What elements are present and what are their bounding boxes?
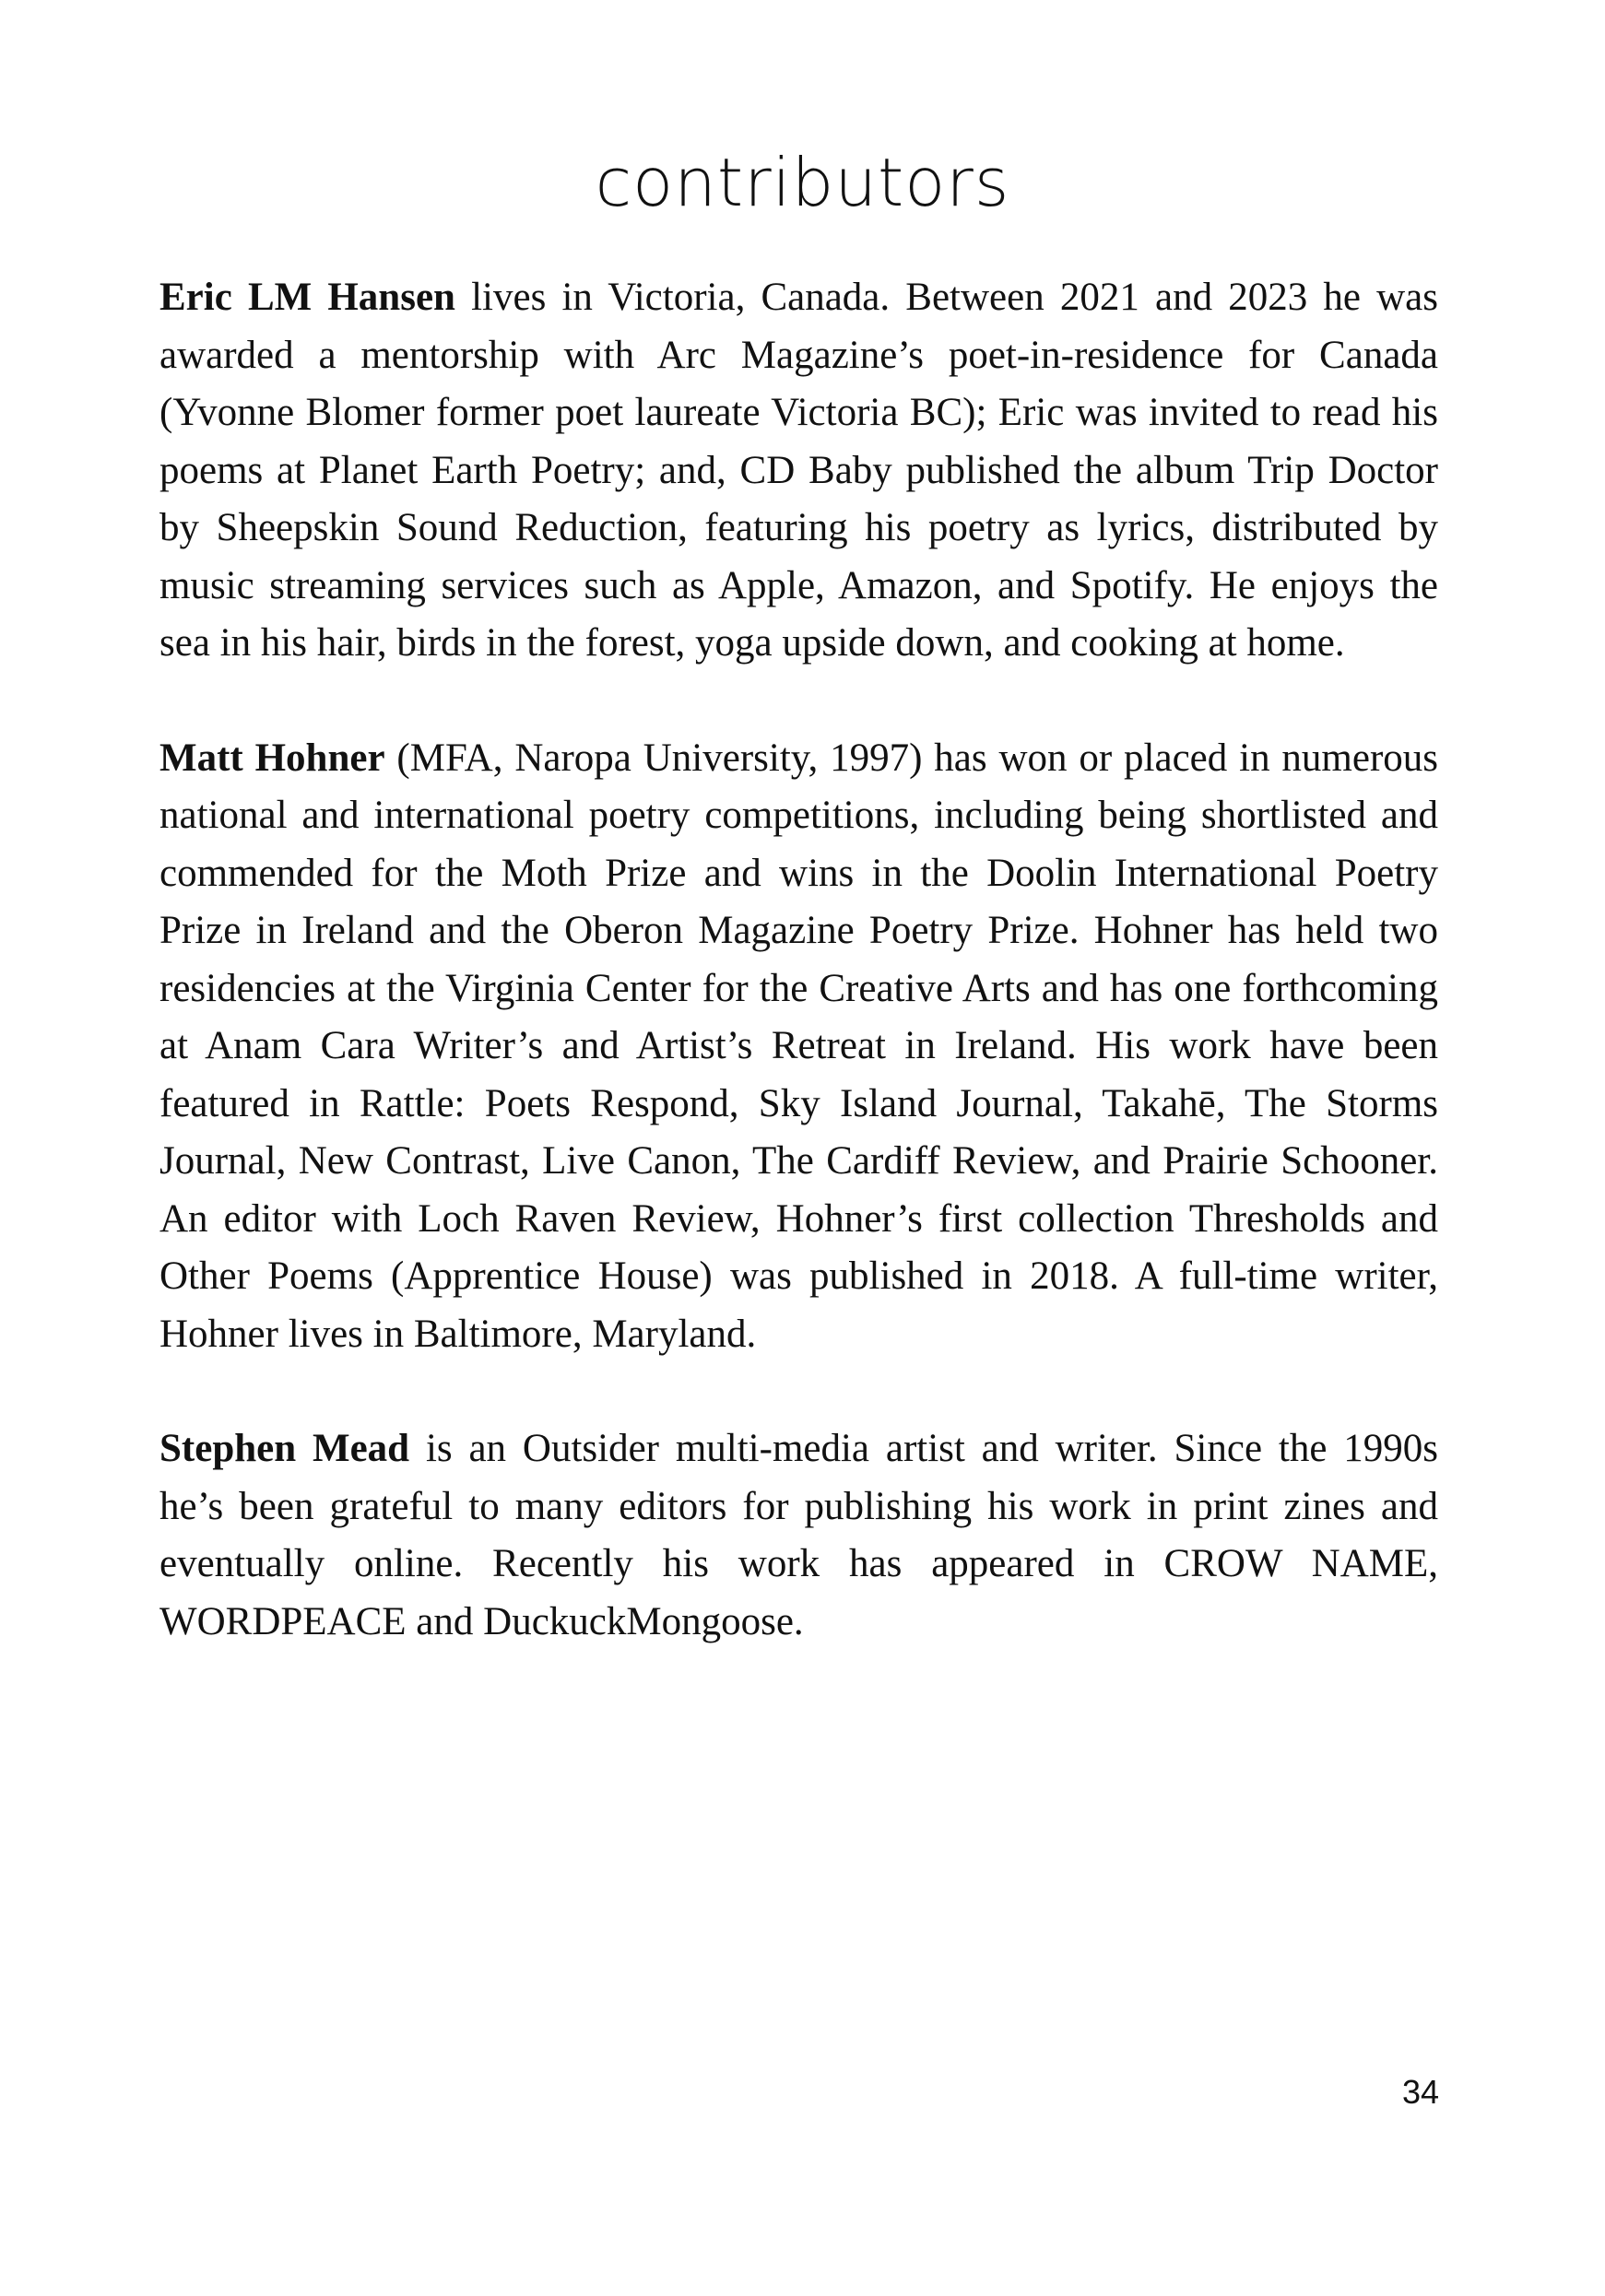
contributor-bio-text: lives in Victoria, Canada. Between 2021 and 2023 he was awarded a mentorship with Arc Magazine’s poet-in-residence for Canada (Yvonne Blomer former poet laureate Victoria BC); Eric was invited to read his poems at Planet Earth Poetry; and, CD Baby published the album Trip Doctor by Sheepskin Sound Reduction, featuring his poetry as lyrics, distributed by music streaming services such as Apple, Amazon, and Spotify. He enjoys the sea in his hair, birds in the forest, yoga upside down, and cooking at home.: [159, 276, 1438, 665]
contributor-name: Eric LM Hansen: [159, 276, 455, 319]
contributor-name: Matt Hohner: [159, 736, 385, 780]
contributor-bio: [159, 730, 1438, 1364]
contributor-bio-text: is an Outsider multi-media artist and writer. Since the 1990s he’s been grateful to many editors for publishing his work in print zines and eventually online. Recently his work has appeared in CROW NAME, WORDPEACE and DuckuckMongoose.: [159, 1427, 1439, 1643]
contributor-bio: [159, 269, 1438, 673]
contributor-bios: [159, 269, 1438, 1708]
contributor-bio: [159, 1420, 1438, 1651]
page-title: contributors: [595, 144, 1010, 221]
page-number: 34: [1401, 2073, 1439, 2111]
contributor-name: Stephen Mead: [159, 1427, 410, 1470]
contributor-bio-text: (MFA, Naropa University, 1997) has won or placed in numerous national and international poetry competitions, including being shortlisted and commended for the Moth Prize and wins in the Doolin International Poetry Prize in Ireland and the Oberon Magazine Poetry Prize. Hohner has held two residencies at the Virginia Center for the Creative Arts and has one forthcoming at Anam Cara Writer’s and Artist’s Retreat in Ireland. His work have been featured in Rattle: Poets Respond, Sky Island Journal, Takahē, The Storms Journal, New Contrast, Live Canon, The Cardiff Review, and Prairie Schooner. An editor with Loch Raven Review, Hohner’s first collection Thresholds and Other Poems (Apprentice House) was published in 2018. A full-time writer, Hohner lives in Baltimore, Maryland.: [159, 736, 1439, 1356]
